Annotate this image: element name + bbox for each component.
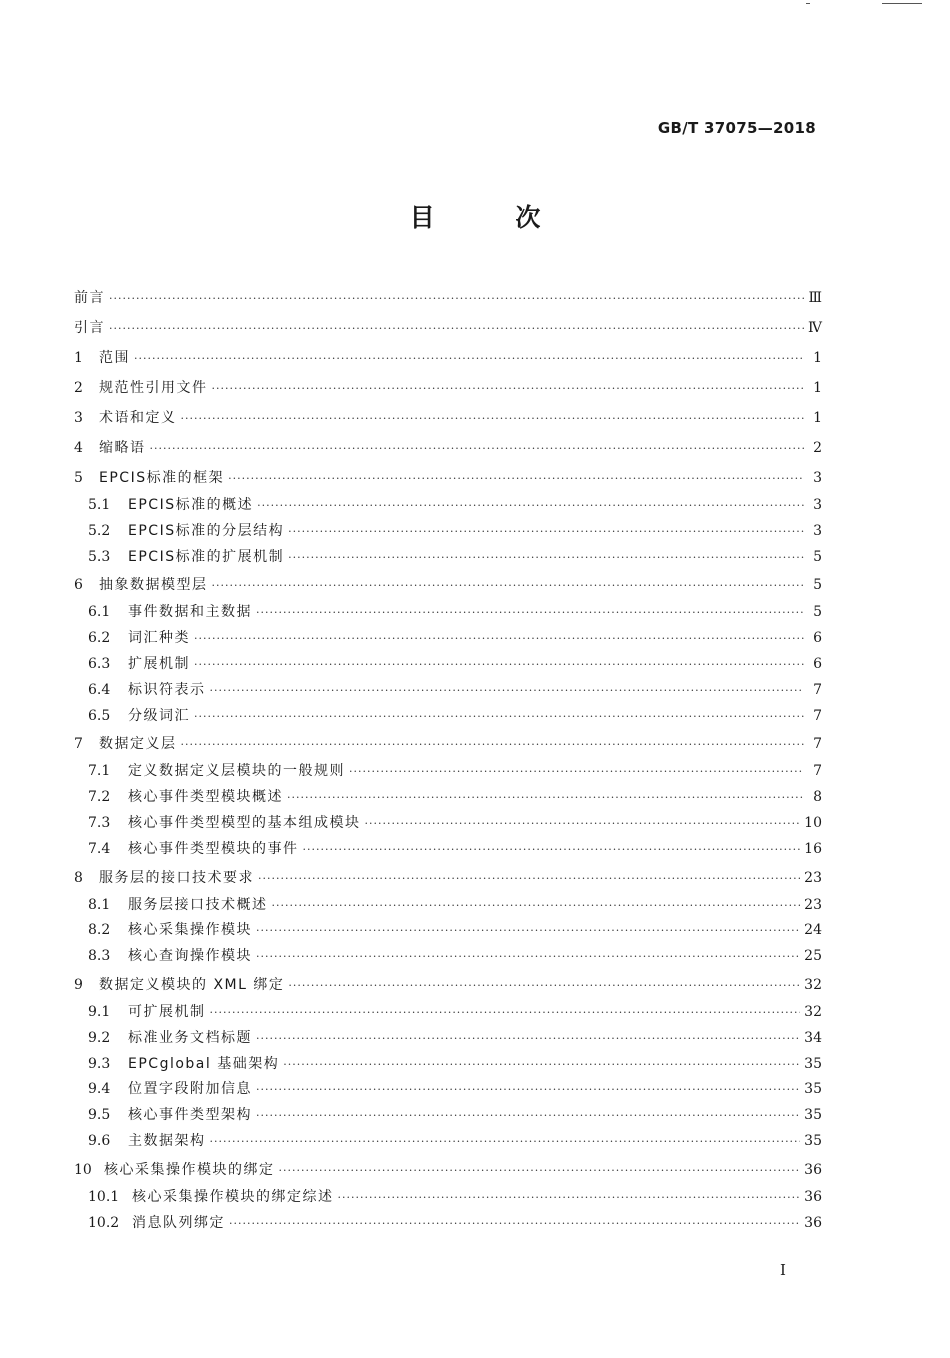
toc-entry-title: 定义数据定义层模块的一般规则 <box>128 763 345 780</box>
toc-entry-title: 核心事件类型模型的基本组成模块 <box>128 814 361 831</box>
toc-entry-number: 8.3 <box>88 948 111 965</box>
toc-dot-leader <box>257 493 804 519</box>
toc-entry[interactable] <box>74 759 822 785</box>
toc-entry-number: 8 <box>74 869 83 886</box>
toc-entry-number: 6.2 <box>88 630 111 647</box>
toc-entry-number: 3 <box>74 410 83 426</box>
toc-entry-title: 核心查询操作模块 <box>128 948 252 965</box>
toc-entry-title: 词汇种类 <box>128 630 190 647</box>
table-of-contents <box>74 283 822 1236</box>
toc-dot-leader <box>256 1103 800 1129</box>
toc-entry-title: 服务层接口技术概述 <box>128 896 268 913</box>
toc-entry-title: 核心采集操作模块 <box>128 922 252 939</box>
toc-dot-leader <box>212 571 805 601</box>
toc-entry[interactable] <box>74 893 822 919</box>
toc-entry-page: 1 <box>813 350 822 366</box>
toc-entry-title: EPCglobal 基础架构 <box>128 1055 280 1072</box>
toc-entry-title: 事件数据和主数据 <box>128 604 252 621</box>
toc-entry-title: 核心采集操作模块的绑定综述 <box>132 1188 334 1205</box>
page-title: 目 次 <box>409 203 577 232</box>
toc-entry-title: 术语和定义 <box>99 410 177 426</box>
toc-entry-number: 7.2 <box>88 789 111 806</box>
toc-dot-leader <box>109 284 804 314</box>
toc-entry-page: 3 <box>813 470 822 486</box>
toc-entry-number: 9.3 <box>88 1055 111 1072</box>
scan-artifact-line <box>882 3 922 4</box>
toc-entry[interactable] <box>74 837 822 863</box>
toc-entry-page: 34 <box>804 1029 822 1046</box>
toc-entry-title: EPCIS标准的框架 <box>99 470 225 486</box>
toc-dot-leader <box>288 971 800 1001</box>
toc-dot-leader <box>194 652 804 678</box>
toc-entry-title: 核心事件类型模块的事件 <box>128 840 299 857</box>
toc-entry[interactable] <box>74 570 822 600</box>
toc-entry-title: EPCIS标准的分层结构 <box>128 522 285 539</box>
toc-entry-number: 8.1 <box>88 896 111 913</box>
toc-entry-page: 23 <box>804 896 822 913</box>
toc-entry-page: 8 <box>813 789 822 806</box>
toc-entry-page: 16 <box>804 840 822 857</box>
toc-entry-page: 6 <box>813 630 822 647</box>
toc-entry-page: 35 <box>804 1081 822 1098</box>
toc-entry-title: 标识符表示 <box>128 681 206 698</box>
toc-entry-title: 核心事件类型模块概述 <box>128 789 283 806</box>
toc-entry-number: 5.1 <box>88 497 111 513</box>
toc-entry-title: 扩展机制 <box>128 655 190 672</box>
toc-entry-number: 9 <box>74 976 83 993</box>
toc-entry-number: 6.3 <box>88 655 111 672</box>
toc-entry-page: 35 <box>804 1055 822 1072</box>
toc-dot-leader <box>283 1052 800 1078</box>
toc-entry-page: 36 <box>804 1188 822 1205</box>
toc-entry-number: 2 <box>74 380 83 396</box>
toc-entry-page: 25 <box>804 948 822 965</box>
toc-entry-page: 10 <box>804 814 822 831</box>
toc-entry-title: 抽象数据模型层 <box>99 577 208 594</box>
toc-entry-number: 7.1 <box>88 763 111 780</box>
toc-entry-page: 2 <box>813 440 822 456</box>
toc-entry-page: 7 <box>813 736 822 753</box>
toc-entry-page: 35 <box>804 1132 822 1149</box>
toc-entry-number: 5.3 <box>88 548 111 565</box>
toc-entry-number: 9.5 <box>88 1107 111 1124</box>
toc-entry[interactable] <box>74 1129 822 1155</box>
toc-entry[interactable] <box>74 313 822 343</box>
toc-entry-title: 数据定义模块的 XML 绑定 <box>99 976 285 993</box>
toc-dot-leader <box>150 434 805 464</box>
toc-entry[interactable] <box>74 373 822 403</box>
toc-entry-number: 6.4 <box>88 681 111 698</box>
toc-dot-leader <box>212 374 805 404</box>
toc-entry-title: 消息队列绑定 <box>132 1214 225 1231</box>
toc-entry-title: 数据定义层 <box>99 736 177 753</box>
toc-entry[interactable] <box>74 433 822 463</box>
toc-entry[interactable] <box>74 918 822 944</box>
toc-entry[interactable] <box>74 1052 822 1078</box>
toc-entry[interactable] <box>74 1185 822 1211</box>
toc-entry[interactable] <box>74 1000 822 1026</box>
toc-entry-number: 6 <box>74 577 83 594</box>
toc-entry-number: 9.4 <box>88 1081 111 1098</box>
toc-entry[interactable] <box>74 1026 822 1052</box>
toc-entry[interactable] <box>74 1077 822 1103</box>
toc-entry-title: 规范性引用文件 <box>99 380 208 396</box>
toc-entry-page: 3 <box>813 522 822 539</box>
toc-entry-number: 4 <box>74 440 83 456</box>
toc-entry-title: 范围 <box>99 350 130 366</box>
toc-entry-title: 缩略语 <box>99 440 146 456</box>
toc-entry[interactable] <box>74 343 822 373</box>
toc-dot-leader <box>181 404 805 434</box>
toc-entry-number: 9.6 <box>88 1132 111 1149</box>
toc-entry-page: 32 <box>804 976 822 993</box>
toc-entry-page: 7 <box>813 763 822 780</box>
toc-dot-leader <box>258 864 800 894</box>
toc-entry-number: 10.2 <box>88 1214 120 1231</box>
toc-entry-page: 7 <box>813 681 822 698</box>
toc-entry-page: Ⅲ <box>808 290 822 306</box>
toc-entry-title: EPCIS标准的扩展机制 <box>128 548 285 565</box>
toc-entry-page: 36 <box>804 1214 822 1231</box>
toc-entry[interactable] <box>74 704 822 730</box>
toc-entry[interactable] <box>74 729 822 759</box>
toc-dot-leader <box>256 1026 800 1052</box>
toc-entry-page: 6 <box>813 655 822 672</box>
toc-entry-page: 1 <box>813 380 822 396</box>
toc-entry-title: EPCIS标准的概述 <box>128 497 254 513</box>
scan-artifact-dot <box>806 3 810 4</box>
toc-entry-page: 3 <box>813 497 822 513</box>
toc-entry-number: 7.3 <box>88 814 111 831</box>
toc-entry[interactable] <box>74 1155 822 1185</box>
toc-entry-title: 核心采集操作模块的绑定 <box>104 1161 275 1178</box>
toc-entry-page: 23 <box>804 869 822 886</box>
toc-entry-number: 10 <box>74 1161 92 1178</box>
toc-entry[interactable] <box>74 863 822 893</box>
toc-dot-leader <box>181 730 805 760</box>
toc-entry[interactable] <box>74 545 822 571</box>
toc-entry[interactable] <box>74 493 822 519</box>
toc-entry-number: 5.2 <box>88 522 111 539</box>
toc-entry[interactable] <box>74 626 822 652</box>
toc-entry-number: 8.2 <box>88 922 111 939</box>
toc-dot-leader <box>338 1185 801 1211</box>
toc-entry-page: 1 <box>813 410 822 426</box>
standard-code: GB/T 37075—2018 <box>657 119 816 137</box>
toc-entry-number: 1 <box>74 350 83 366</box>
toc-entry-title: 主数据架构 <box>128 1132 206 1149</box>
toc-entry[interactable] <box>74 652 822 678</box>
toc-entry-title: 前言 <box>74 290 105 306</box>
toc-entry-title: 核心事件类型架构 <box>128 1107 252 1124</box>
toc-dot-leader <box>288 519 804 545</box>
toc-dot-leader <box>287 785 804 811</box>
toc-dot-leader <box>134 344 804 374</box>
toc-dot-leader <box>194 626 804 652</box>
toc-entry-number: 5 <box>74 470 83 486</box>
toc-entry-title: 分级词汇 <box>128 707 190 724</box>
toc-dot-leader <box>109 314 804 344</box>
toc-entry-title: 服务层的接口技术要求 <box>99 869 254 886</box>
toc-entry-number: 9.1 <box>88 1003 111 1020</box>
toc-entry[interactable] <box>74 1211 822 1237</box>
toc-entry[interactable] <box>74 463 822 493</box>
toc-dot-leader <box>194 704 804 730</box>
toc-entry-number: 6.1 <box>88 604 111 621</box>
toc-entry-page: Ⅳ <box>808 320 822 336</box>
toc-dot-leader <box>210 678 805 704</box>
toc-entry[interactable] <box>74 678 822 704</box>
toc-entry[interactable] <box>74 403 822 433</box>
toc-dot-leader <box>229 1211 800 1237</box>
toc-entry-number: 6.5 <box>88 707 111 724</box>
toc-entry-title: 引言 <box>74 320 105 336</box>
toc-entry-title: 标准业务文档标题 <box>128 1029 252 1046</box>
toc-entry[interactable] <box>74 600 822 626</box>
toc-entry-number: 7.4 <box>88 840 111 857</box>
toc-entry[interactable] <box>74 519 822 545</box>
toc-entry[interactable] <box>74 970 822 1000</box>
toc-entry-page: 32 <box>804 1003 822 1020</box>
toc-dot-leader <box>256 1077 800 1103</box>
page-folio: I <box>780 1261 786 1279</box>
toc-dot-leader <box>365 811 801 837</box>
toc-entry-page: 5 <box>813 604 822 621</box>
toc-entry[interactable] <box>74 1103 822 1129</box>
toc-dot-leader <box>256 918 800 944</box>
toc-entry-page: 35 <box>804 1107 822 1124</box>
toc-entry-page: 24 <box>804 922 822 939</box>
toc-entry[interactable] <box>74 944 822 970</box>
toc-dot-leader <box>279 1156 801 1186</box>
toc-dot-leader <box>256 600 804 626</box>
toc-dot-leader <box>288 545 804 571</box>
toc-dot-leader <box>210 1129 801 1155</box>
toc-entry[interactable] <box>74 283 822 313</box>
toc-entry-page: 36 <box>804 1161 822 1178</box>
toc-entry-title: 位置字段附加信息 <box>128 1081 252 1098</box>
toc-dot-leader <box>272 893 801 919</box>
toc-dot-leader <box>210 1000 801 1026</box>
toc-dot-leader <box>256 944 800 970</box>
toc-entry-title: 可扩展机制 <box>128 1003 206 1020</box>
toc-entry-number: 10.1 <box>88 1188 120 1205</box>
toc-entry-page: 5 <box>813 577 822 594</box>
toc-entry-page: 7 <box>813 707 822 724</box>
toc-entry[interactable] <box>74 811 822 837</box>
toc-dot-leader <box>303 837 801 863</box>
toc-entry-page: 5 <box>813 548 822 565</box>
toc-entry-number: 9.2 <box>88 1029 111 1046</box>
toc-entry-number: 7 <box>74 736 83 753</box>
toc-dot-leader <box>349 759 804 785</box>
toc-entry[interactable] <box>74 785 822 811</box>
toc-dot-leader <box>228 464 804 494</box>
